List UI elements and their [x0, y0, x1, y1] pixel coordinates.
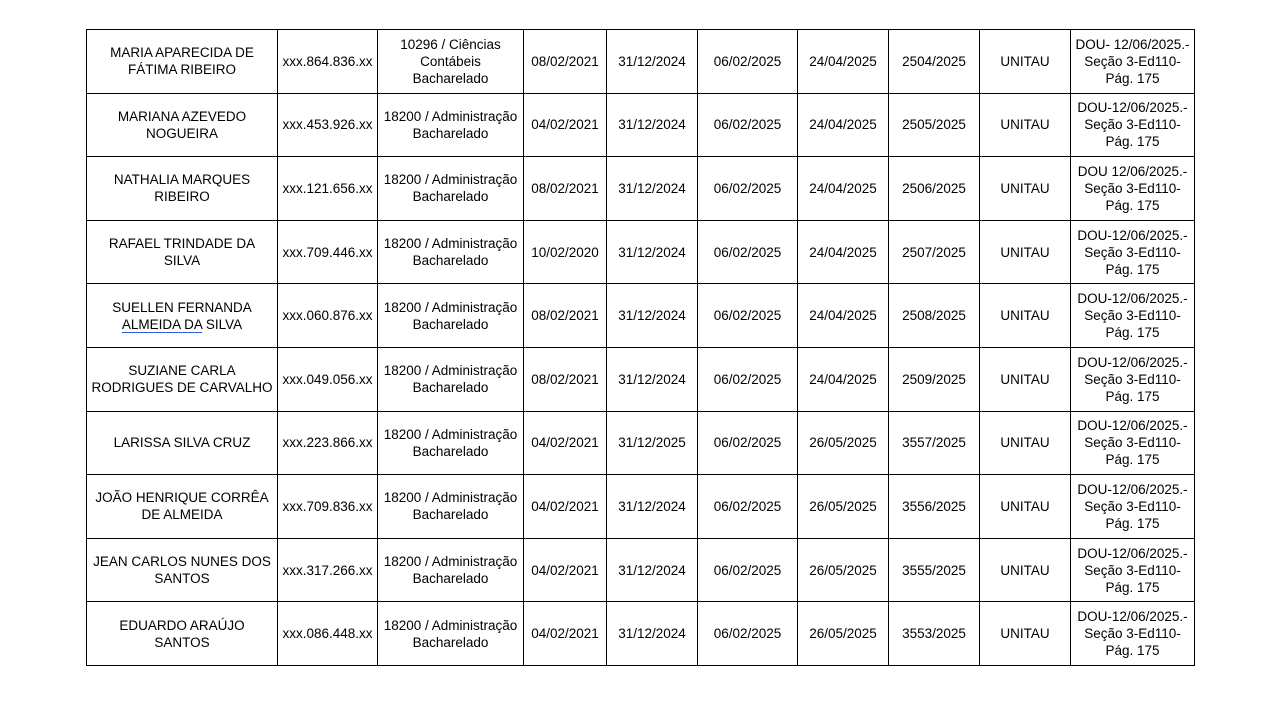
- record-number-cell: 2505/2025: [889, 93, 980, 157]
- graduates-table: [86, 29, 1195, 666]
- record-number-cell: 3553/2025: [889, 602, 980, 666]
- cpf-cell: xxx.317.266.xx: [278, 538, 378, 602]
- spellcheck-underlined-text: ALMEIDA DA: [121, 316, 203, 332]
- start-date-cell: 04/02/2021: [524, 602, 607, 666]
- institution-cell: UNITAU: [980, 157, 1071, 221]
- record-number-cell: 3556/2025: [889, 475, 980, 539]
- start-date-cell: 04/02/2021: [524, 411, 607, 475]
- institution-cell: UNITAU: [980, 284, 1071, 348]
- cpf-cell: xxx.709.446.xx: [278, 220, 378, 284]
- date-cell: 24/04/2025: [798, 220, 889, 284]
- student-name-cell: JOÃO HENRIQUE CORRÊA DE ALMEIDA: [87, 475, 278, 539]
- end-date-cell: 31/12/2024: [607, 93, 698, 157]
- cpf-cell: xxx.060.876.xx: [278, 284, 378, 348]
- record-number-cell: 3555/2025: [889, 538, 980, 602]
- date-cell: 24/04/2025: [798, 157, 889, 221]
- start-date-cell: 08/02/2021: [524, 284, 607, 348]
- date-cell: 06/02/2025: [698, 284, 798, 348]
- start-date-cell: 08/02/2021: [524, 347, 607, 411]
- institution-cell: UNITAU: [980, 30, 1071, 94]
- institution-cell: UNITAU: [980, 538, 1071, 602]
- institution-cell: UNITAU: [980, 220, 1071, 284]
- date-cell: 06/02/2025: [698, 30, 798, 94]
- date-cell: 06/02/2025: [698, 538, 798, 602]
- cpf-cell: xxx.049.056.xx: [278, 347, 378, 411]
- record-number-cell: 2506/2025: [889, 157, 980, 221]
- student-name-cell: SUZIANE CARLA RODRIGUES DE CARVALHO: [87, 347, 278, 411]
- record-number-cell: 2507/2025: [889, 220, 980, 284]
- end-date-cell: 31/12/2024: [607, 475, 698, 539]
- end-date-cell: 31/12/2024: [607, 284, 698, 348]
- cpf-cell: xxx.121.656.xx: [278, 157, 378, 221]
- start-date-cell: 08/02/2021: [524, 30, 607, 94]
- publication-cell: DOU-12/06/2025.- Seção 3-Ed110- Pág. 175: [1071, 284, 1195, 348]
- student-name-cell: MARIANA AZEVEDO NOGUEIRA: [87, 93, 278, 157]
- cpf-cell: xxx.086.448.xx: [278, 602, 378, 666]
- start-date-cell: 10/02/2020: [524, 220, 607, 284]
- date-cell: 06/02/2025: [698, 157, 798, 221]
- publication-cell: DOU-12/06/2025.- Seção 3-Ed110- Pág. 175: [1071, 538, 1195, 602]
- institution-cell: UNITAU: [980, 347, 1071, 411]
- course-cell: 18200 / Administração Bacharelado: [378, 602, 524, 666]
- publication-cell: DOU-12/06/2025.- Seção 3-Ed110- Pág. 175: [1071, 347, 1195, 411]
- course-cell: 18200 / Administração Bacharelado: [378, 157, 524, 221]
- start-date-cell: 04/02/2021: [524, 93, 607, 157]
- institution-cell: UNITAU: [980, 93, 1071, 157]
- end-date-cell: 31/12/2024: [607, 538, 698, 602]
- table-row: [87, 347, 1195, 411]
- course-cell: 18200 / Administração Bacharelado: [378, 538, 524, 602]
- course-cell: 18200 / Administração Bacharelado: [378, 475, 524, 539]
- cpf-cell: xxx.864.836.xx: [278, 30, 378, 94]
- record-number-cell: 2508/2025: [889, 284, 980, 348]
- start-date-cell: 08/02/2021: [524, 157, 607, 221]
- date-cell: 06/02/2025: [698, 220, 798, 284]
- record-number-cell: 3557/2025: [889, 411, 980, 475]
- table-row: [87, 220, 1195, 284]
- table-row: [87, 475, 1195, 539]
- table-row: [87, 538, 1195, 602]
- institution-cell: UNITAU: [980, 411, 1071, 475]
- date-cell: 26/05/2025: [798, 602, 889, 666]
- date-cell: 06/02/2025: [698, 475, 798, 539]
- course-cell: 18200 / Administração Bacharelado: [378, 220, 524, 284]
- course-cell: 18200 / Administração Bacharelado: [378, 284, 524, 348]
- publication-cell: DOU- 12/06/2025.- Seção 3-Ed110- Pág. 175: [1071, 30, 1195, 94]
- student-name-cell: LARISSA SILVA CRUZ: [87, 411, 278, 475]
- date-cell: 06/02/2025: [698, 93, 798, 157]
- publication-cell: DOU-12/06/2025.- Seção 3-Ed110- Pág. 175: [1071, 602, 1195, 666]
- publication-cell: DOU-12/06/2025.- Seção 3-Ed110- Pág. 175: [1071, 411, 1195, 475]
- date-cell: 26/05/2025: [798, 475, 889, 539]
- date-cell: 24/04/2025: [798, 347, 889, 411]
- student-name-cell: NATHALIA MARQUES RIBEIRO: [87, 157, 278, 221]
- end-date-cell: 31/12/2024: [607, 220, 698, 284]
- institution-cell: UNITAU: [980, 475, 1071, 539]
- date-cell: 06/02/2025: [698, 347, 798, 411]
- student-name-cell: JEAN CARLOS NUNES DOS SANTOS: [87, 538, 278, 602]
- student-name-cell: SUELLEN FERNANDA ALMEIDA DA SILVA: [87, 284, 278, 348]
- date-cell: 26/05/2025: [798, 538, 889, 602]
- institution-cell: UNITAU: [980, 602, 1071, 666]
- date-cell: 06/02/2025: [698, 602, 798, 666]
- table-row: [87, 411, 1195, 475]
- publication-cell: DOU-12/06/2025.- Seção 3-Ed110- Pág. 175: [1071, 475, 1195, 539]
- end-date-cell: 31/12/2024: [607, 157, 698, 221]
- table-row: [87, 602, 1195, 666]
- course-cell: 10296 / Ciências Contábeis Bacharelado: [378, 30, 524, 94]
- table-row: [87, 30, 1195, 94]
- cpf-cell: xxx.223.866.xx: [278, 411, 378, 475]
- table-row: [87, 157, 1195, 221]
- start-date-cell: 04/02/2021: [524, 538, 607, 602]
- publication-cell: DOU-12/06/2025.- Seção 3-Ed110- Pág. 175: [1071, 220, 1195, 284]
- end-date-cell: 31/12/2024: [607, 30, 698, 94]
- record-number-cell: 2509/2025: [889, 347, 980, 411]
- course-cell: 18200 / Administração Bacharelado: [378, 411, 524, 475]
- date-cell: 26/05/2025: [798, 411, 889, 475]
- date-cell: 24/04/2025: [798, 93, 889, 157]
- start-date-cell: 04/02/2021: [524, 475, 607, 539]
- end-date-cell: 31/12/2025: [607, 411, 698, 475]
- table-row: [87, 93, 1195, 157]
- end-date-cell: 31/12/2024: [607, 602, 698, 666]
- end-date-cell: 31/12/2024: [607, 347, 698, 411]
- publication-cell: DOU 12/06/2025.- Seção 3-Ed110- Pág. 175: [1071, 157, 1195, 221]
- course-cell: 18200 / Administração Bacharelado: [378, 347, 524, 411]
- publication-cell: DOU-12/06/2025.- Seção 3-Ed110- Pág. 175: [1071, 93, 1195, 157]
- table-row: [87, 284, 1195, 348]
- date-cell: 24/04/2025: [798, 30, 889, 94]
- course-cell: 18200 / Administração Bacharelado: [378, 93, 524, 157]
- student-name-cell: RAFAEL TRINDADE DA SILVA: [87, 220, 278, 284]
- student-name-cell: EDUARDO ARAÚJO SANTOS: [87, 602, 278, 666]
- cpf-cell: xxx.709.836.xx: [278, 475, 378, 539]
- date-cell: 24/04/2025: [798, 284, 889, 348]
- record-number-cell: 2504/2025: [889, 30, 980, 94]
- date-cell: 06/02/2025: [698, 411, 798, 475]
- cpf-cell: xxx.453.926.xx: [278, 93, 378, 157]
- student-name-cell: MARIA APARECIDA DE FÁTIMA RIBEIRO: [87, 30, 278, 94]
